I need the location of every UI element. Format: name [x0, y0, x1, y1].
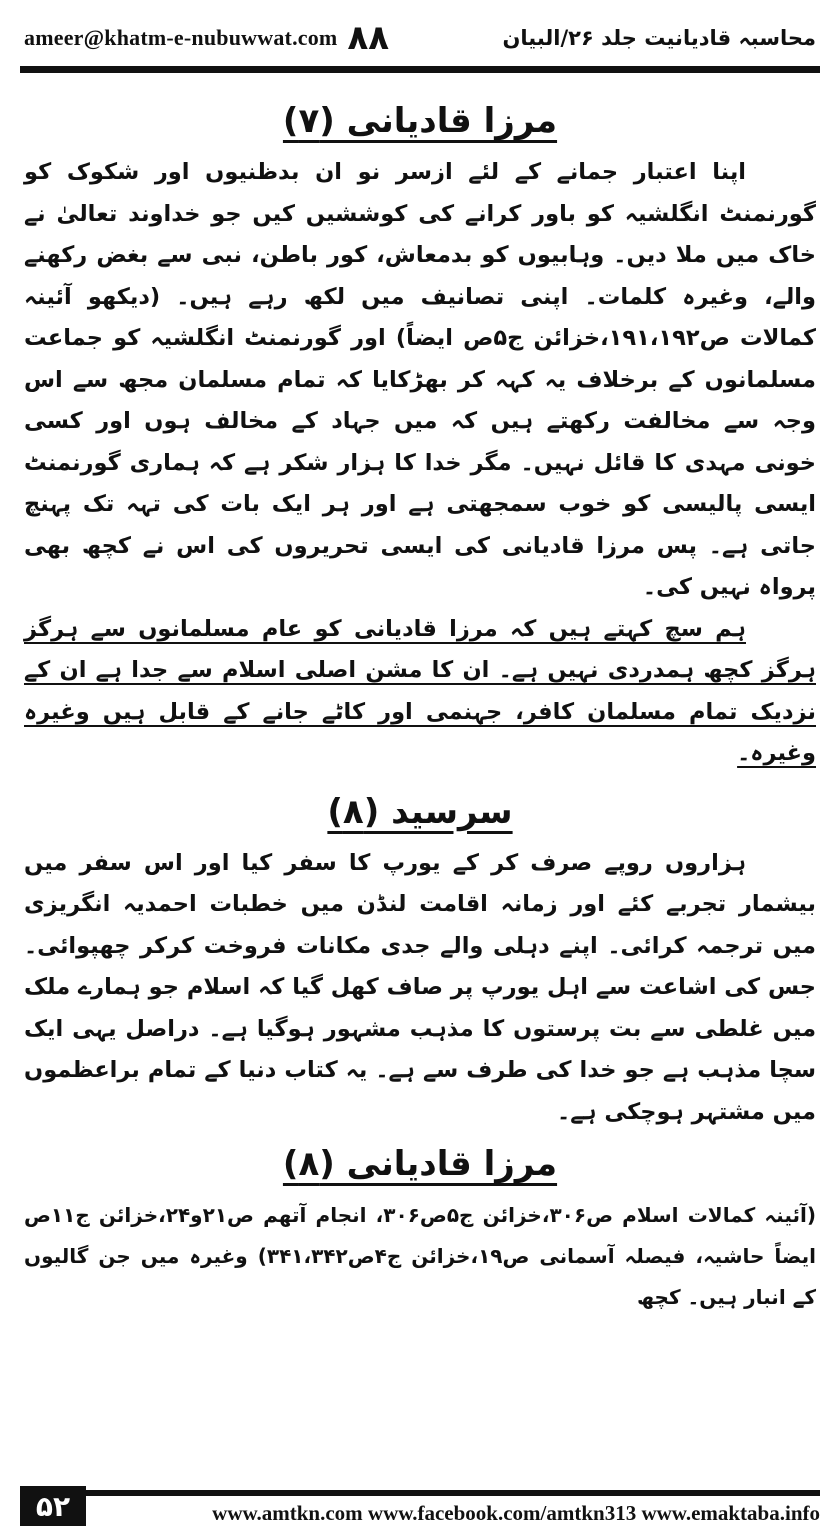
- footer-band: [86, 1486, 820, 1526]
- section-heading-sir-syed-8: سرسید (۸): [327, 791, 513, 832]
- paragraph-mirza-8-references: (آئینہ کمالات اسلام ص۳۰۶،خزائن ج۵ص۳۰۶، انجام آتھم ص۲۱و۲۴،خزائن ج۱۱ص ایضاً حاشیہ، فیصلہ آسمانی ص۱۹،خزائن ج۴ص۳۴۱،۳۴۲) وغیرہ میں جن گالیوں کے انبار ہیں۔ کچھ: [24, 1203, 816, 1309]
- page-body: [24, 90, 816, 1318]
- footer-rule: [86, 1490, 820, 1496]
- header-folio-number: ۸۸: [347, 18, 389, 58]
- paragraph-mirza-7-main: اپنا اعتبار جمانے کے لئے ازسر نو ان بدظنیوں اور شکوک کو گورنمنٹ انگلشیہ کو باور کرانے کی کوششیں کیں جو خداوند تعالیٰ نے خاک میں ملا دیں۔ وہابیوں کو بدمعاش، کور باطن، نبی سے بغض رکھنے والے، وغیرہ کلمات۔ اپنی تصانیف میں لکھ رہے ہیں۔ (دیکھو آئینہ کمالات ص۱۹۱،۱۹۲،خزائن ج۵ص ایضاً) اور گورنمنٹ انگلشیہ کو جماعت مسلمانوں کے برخلاف یہ کہہ کر بھڑکایا کہ تمام مسلمان مجھ سے اس وجہ سے مخالفت رکھتے ہیں کہ میں جہاد کے مخالف ہوں اور کسی خونی مہدی کا قائل نہیں۔ مگر خدا کا ہزار شکر ہے کہ ہماری گورنمنٹ ایسی پالیسی کو خوب سمجھتی ہے اور ہر ایک بات کی تہہ تک پہنچ جاتی ہے۔ پس مرزا قادیانی کی ایسی تحریروں کی اس نے کچھ بھی پرواہ نہیں کی۔: [24, 159, 817, 600]
- page-number-box: ۵۲: [20, 1486, 86, 1526]
- running-title: محاسبہ قادیانیت جلد ۲۶/البیان: [502, 26, 816, 50]
- paragraph-sir-syed-8: ہزاروں روپے صرف کر کے یورپ کا سفر کیا اور اس سفر میں بیشمار تجربے کئے اور زمانہ اقامت لنڈن میں خطبات احمدیہ انگریزی میں ترجمہ کرائی۔ اپنے دہلی والے جدی مکانات فروخت کرکر چھپوائی۔ جس کی اشاعت سے اہل یورپ پر صاف کھل گیا کہ اسلام جو ہمارے ملک میں غلطی سے بت پرستوں کا مذہب مشہور ہوگیا ہے۔ دراصل یہی ایک سچا مذہب ہے جو خدا کی طرف سے ہے۔ یہ کتاب دنیا کے تمام براعظموں میں مشتہر ہوچکی ہے۔: [24, 849, 816, 1125]
- footer-links[interactable]: www.amtkn.com www.facebook.com/amtkn313 www.emaktaba.info: [212, 1501, 820, 1525]
- header-rule: [20, 66, 820, 73]
- section-heading-mirza-8: مرزا قادیانی (۸): [282, 1144, 558, 1184]
- paragraph-mirza-7-underlined: ہم سچ کہتے ہیں کہ مرزا قادیانی کو عام مسلمانوں سے ہرگز ہرگز کچھ ہمدردی نہیں ہے۔ ان کا مشن اصلی اسلام سے جدا ہے ان کے نزدیک تمام مسلمان کافر، جہنمی اور کاٹے جانے کے قابل ہیں وغیرہ وغیرہ۔: [24, 615, 816, 766]
- header-left: [24, 18, 389, 58]
- page-header: [24, 14, 816, 62]
- page-footer: [20, 1486, 820, 1526]
- section-heading-mirza-7: مرزا قادیانی (۷): [282, 101, 558, 141]
- header-email[interactable]: ameer@khatm-e-nubuwwat.com: [24, 25, 338, 50]
